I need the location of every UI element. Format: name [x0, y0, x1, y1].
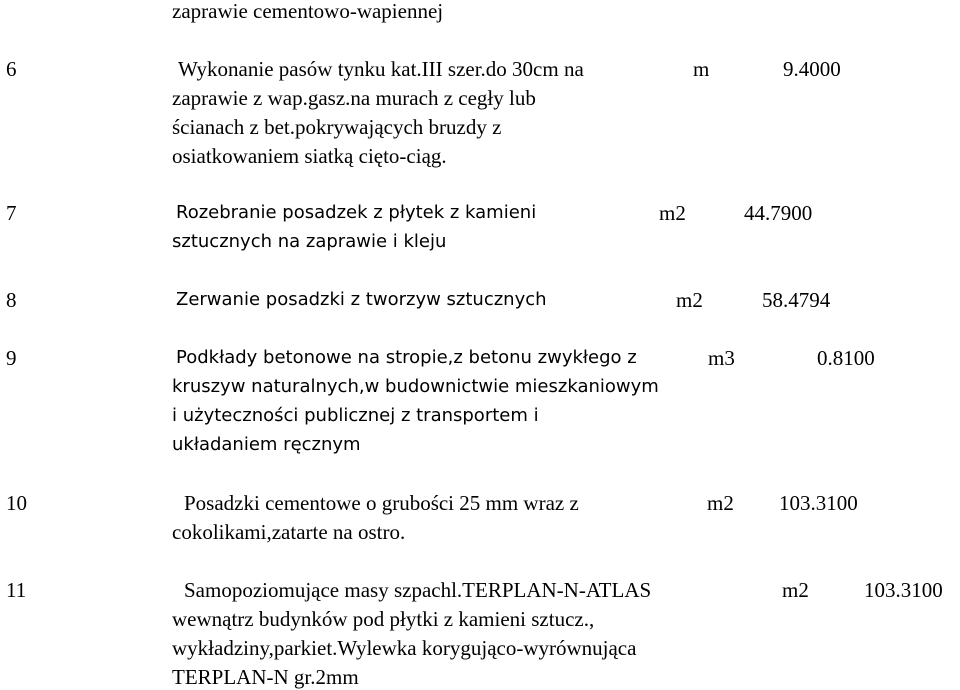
- item-number: 9: [6, 346, 17, 370]
- item-description-line: Rozebranie posadzek z płytek z kamieni: [176, 202, 537, 223]
- item-number: 7: [6, 201, 17, 225]
- item-unit: m: [693, 57, 710, 81]
- item-description-line: kruszyw naturalnych,w budownictwie mieszkaniowym: [172, 376, 659, 397]
- item-description-line: osiatkowaniem siatką cięto-ciąg.: [172, 144, 447, 168]
- item-number: 8: [6, 288, 17, 312]
- item-description-line: zaprawie z wap.gasz.na murach z cegły lub: [172, 86, 536, 110]
- item-description-line: Podkłady betonowe na stropie,z betonu zwykłego z: [176, 347, 637, 368]
- item-quantity: 103.3100: [779, 491, 858, 515]
- item-description-line: Wykonanie pasów tynku kat.III szer.do 30cm na: [178, 57, 584, 81]
- item-quantity: 9.4000: [783, 57, 841, 81]
- item-description-line: i użyteczności publicznej z transportem i: [172, 405, 539, 426]
- item-description-line: zaprawie cementowo-wapiennej: [172, 0, 444, 23]
- item-quantity: 58.4794: [762, 288, 831, 312]
- item-unit: m2: [782, 578, 809, 602]
- item-description-line: Zerwanie posadzki z tworzyw sztucznych: [176, 289, 547, 310]
- item-unit: m3: [708, 346, 735, 370]
- item-unit: m2: [676, 288, 703, 312]
- item-description-line: sztucznych na zaprawie i kleju: [172, 231, 447, 252]
- item-quantity: 0.8100: [817, 346, 875, 370]
- item-number: 11: [6, 578, 27, 602]
- item-description-line: ścianach z bet.pokrywających bruzdy z: [172, 115, 502, 139]
- item-description-line: wykładziny,parkiet.Wylewka korygująco-wyrównująca: [172, 636, 637, 660]
- item-description-line: wewnątrz budynków pod płytki z kamieni sztucz.,: [172, 607, 595, 631]
- item-description-line: Posadzki cementowe o grubości 25 mm wraz z: [184, 491, 579, 515]
- item-quantity: 44.7900: [744, 201, 813, 225]
- item-quantity: 103.3100: [864, 578, 943, 602]
- item-description-line: TERPLAN-N gr.2mm: [172, 665, 359, 689]
- item-unit: m2: [707, 491, 734, 515]
- item-description-line: cokolikami,zatarte na ostro.: [172, 520, 406, 544]
- item-description-line: Samopoziomujące masy szpachl.TERPLAN-N-ATLAS: [184, 578, 652, 602]
- item-number: 10: [6, 491, 27, 515]
- item-description-line: układaniem ręcznym: [172, 434, 361, 455]
- item-unit: m2: [659, 201, 686, 225]
- item-number: 6: [6, 57, 17, 81]
